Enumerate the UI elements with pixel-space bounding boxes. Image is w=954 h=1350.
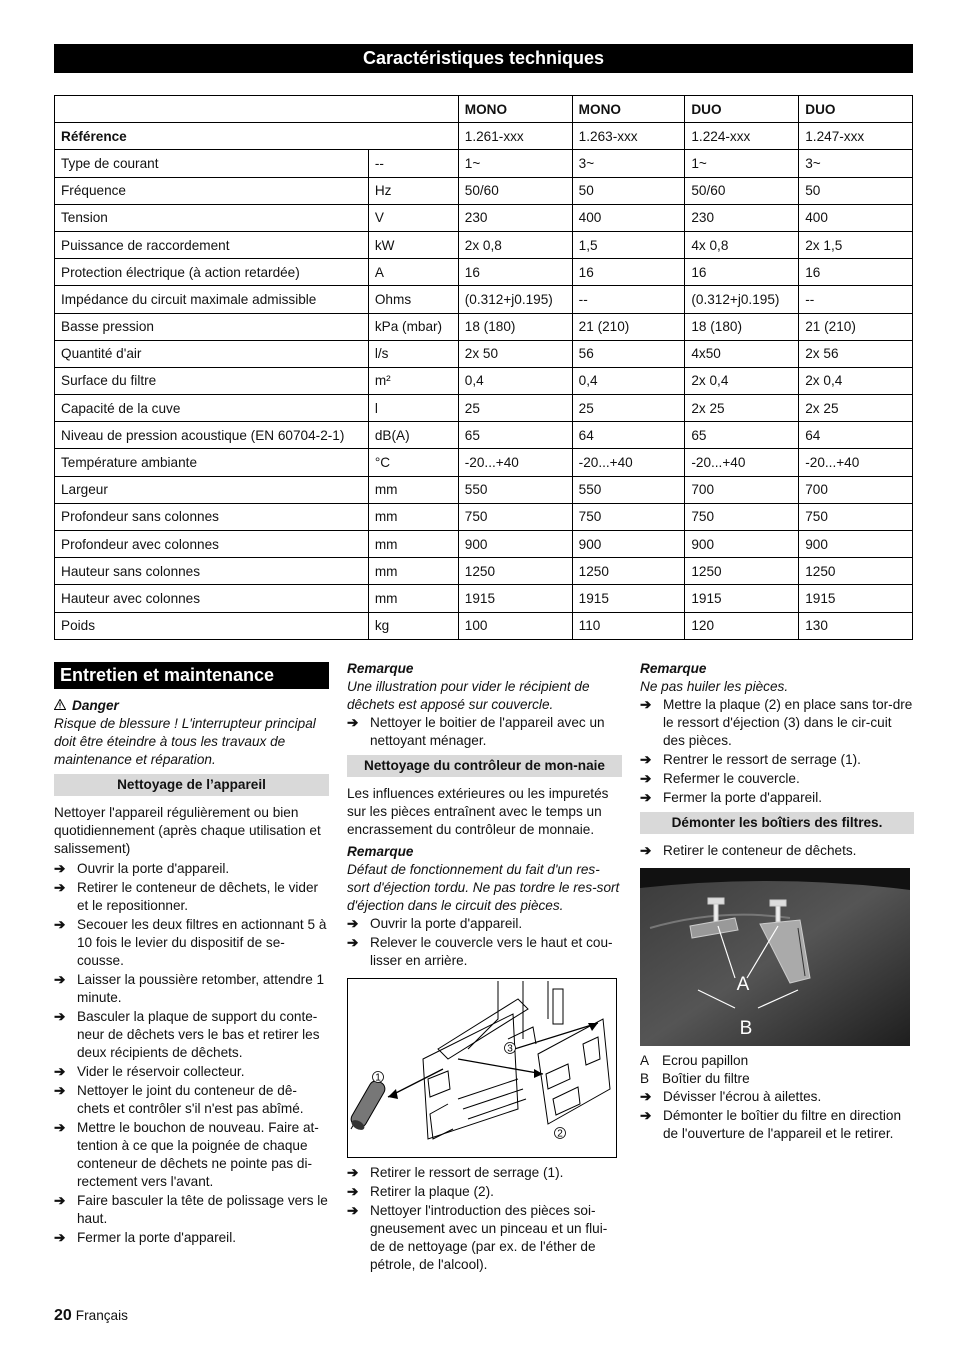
table-cell: 21 (210) xyxy=(572,313,685,340)
table-cell: Tension xyxy=(55,204,369,231)
table-cell: Capacité de la cuve xyxy=(55,395,369,422)
arrow-right-icon: ➔ xyxy=(640,790,652,805)
table-cell: MONO xyxy=(572,96,685,123)
arrow-right-icon: ➔ xyxy=(347,1165,359,1180)
table-cell: -- xyxy=(368,150,458,177)
column-3 xyxy=(640,660,914,1144)
table-cell: 64 xyxy=(572,422,685,449)
table-cell: 25 xyxy=(458,395,572,422)
coin-controller-figure xyxy=(347,978,617,1158)
list-item-text: Basculer la plaque de support du conte-neur de dêchets vers le bas et retirer les deux récipients de dêchets. xyxy=(77,1009,320,1060)
table-row xyxy=(55,612,913,639)
list-item xyxy=(54,1063,329,1081)
table-cell: 900 xyxy=(685,531,799,558)
callout-3-label: 3 xyxy=(507,1043,513,1055)
table-row xyxy=(55,531,913,558)
warning-triangle-icon xyxy=(54,697,66,715)
list-item xyxy=(347,714,622,750)
list-item-text: Retirer le ressort de serrage (1). xyxy=(370,1165,564,1180)
table-row xyxy=(55,503,913,530)
list-item-text: Retirer le conteneur de dêchets, le vider et le repositionner. xyxy=(77,880,319,913)
table-cell: 16 xyxy=(572,259,685,286)
arrow-right-icon: ➔ xyxy=(640,752,652,767)
arrow-right-icon: ➔ xyxy=(640,1108,652,1123)
table-cell: 1250 xyxy=(572,558,685,585)
list-item xyxy=(54,879,329,915)
table-row xyxy=(55,259,913,286)
table-row xyxy=(55,340,913,367)
page-footer xyxy=(54,1307,128,1325)
table-cell: Référence xyxy=(55,123,459,150)
table-row xyxy=(55,422,913,449)
table-cell: 100 xyxy=(458,612,572,639)
table-cell: 900 xyxy=(799,531,913,558)
table-cell: 18 (180) xyxy=(458,313,572,340)
table-cell: 550 xyxy=(572,476,685,503)
column-2 xyxy=(347,660,622,1275)
filter-prep-steps xyxy=(640,842,914,860)
table-cell: 1~ xyxy=(458,150,572,177)
subhead-coin-controller: Nettoyage du contrôleur de mon-naie xyxy=(347,755,622,777)
list-item-text: Faire basculer la tête de polissage vers le haut. xyxy=(77,1193,328,1226)
table-cell: 3~ xyxy=(799,150,913,177)
list-item-text: Nettoyer le boitier de l'appareil avec un nettoyant ménager. xyxy=(370,715,605,748)
arrow-right-icon: ➔ xyxy=(347,916,359,931)
list-item xyxy=(54,971,329,1007)
page-number: 20 xyxy=(54,1307,72,1324)
legend-item xyxy=(640,1070,914,1088)
table-cell: Hz xyxy=(368,177,458,204)
table-cell: -20...+40 xyxy=(685,449,799,476)
arrow-right-icon: ➔ xyxy=(347,1203,359,1218)
table-cell: (0.312+j0.195) xyxy=(458,286,572,313)
table-cell: 2x 0,4 xyxy=(685,367,799,394)
coin-intro: Les influences extérieures ou les impuretés sur les pièces entraînent avec le temps un encrassement du contrôleur de monnaie. xyxy=(347,786,609,837)
list-item-text: Retirer la plaque (2). xyxy=(370,1184,494,1199)
arrow-right-icon: ➔ xyxy=(54,917,66,932)
table-cell: 1.263-xxx xyxy=(572,123,685,150)
legend-text: Ecrou papillon xyxy=(662,1053,749,1068)
table-cell: mm xyxy=(368,558,458,585)
list-item-text: Fermer la porte d'appareil. xyxy=(77,1230,236,1245)
list-item-text: Fermer la porte d'appareil. xyxy=(663,790,822,805)
list-item-text: Vider le réservoir collecteur. xyxy=(77,1064,245,1079)
table-cell: 56 xyxy=(572,340,685,367)
legend-key: A xyxy=(640,1053,650,1068)
list-item-text: Nettoyer le joint du conteneur de dê-chets et contrôler s'il n'est pas abîmé. xyxy=(77,1083,304,1116)
arrow-right-icon: ➔ xyxy=(640,771,652,786)
table-row xyxy=(55,204,913,231)
list-item-text: Mettre la plaque (2) en place sans tor-dre le ressort d'éjection (3) dans le cir-cuit des pièces. xyxy=(663,697,913,748)
table-cell: 400 xyxy=(799,204,913,231)
table-cell: 2x 1,5 xyxy=(799,231,913,258)
table-cell: -20...+40 xyxy=(572,449,685,476)
table-cell: l xyxy=(368,395,458,422)
table-cell: kPa (mbar) xyxy=(368,313,458,340)
table-cell: (0.312+j0.195) xyxy=(685,286,799,313)
table-cell: 1250 xyxy=(685,558,799,585)
table-cell: 4x 0,8 xyxy=(685,231,799,258)
table-cell: 16 xyxy=(799,259,913,286)
arrow-right-icon: ➔ xyxy=(640,843,652,858)
coin-cleaning-steps xyxy=(347,1164,622,1274)
table-cell: 1250 xyxy=(458,558,572,585)
table-row xyxy=(55,286,913,313)
table-cell: 2x 25 xyxy=(799,395,913,422)
table-cell: kW xyxy=(368,231,458,258)
table-cell: 900 xyxy=(458,531,572,558)
list-item-text: Refermer le couvercle. xyxy=(663,771,800,786)
table-cell: 1915 xyxy=(572,585,685,612)
table-cell: 1.224-xxx xyxy=(685,123,799,150)
table-cell: 750 xyxy=(799,503,913,530)
subhead-filter-housing: Démonter les boîtiers des filtres. xyxy=(640,812,914,834)
table-row xyxy=(55,449,913,476)
housing-steps xyxy=(347,714,622,750)
table-cell: m² xyxy=(368,367,458,394)
table-cell: 2x 0,4 xyxy=(799,367,913,394)
table-cell: 0,4 xyxy=(572,367,685,394)
table-cell: Protection électrique (à action retardée) xyxy=(55,259,369,286)
table-cell: 2x 56 xyxy=(799,340,913,367)
table-row xyxy=(55,395,913,422)
list-item xyxy=(347,1164,622,1182)
arrow-right-icon: ➔ xyxy=(347,1184,359,1199)
table-row xyxy=(55,231,913,258)
table-cell: Basse pression xyxy=(55,313,369,340)
list-item-text: Rentrer le ressort de serrage (1). xyxy=(663,752,861,767)
arrow-right-icon: ➔ xyxy=(347,715,359,730)
table-cell: 1915 xyxy=(685,585,799,612)
filter-housing-photo xyxy=(640,868,910,1046)
table-cell: Niveau de pression acoustique (EN 60704-2-1) xyxy=(55,422,369,449)
table-cell: 4x50 xyxy=(685,340,799,367)
list-item-text: Laisser la poussière retomber, attendre 1 minute. xyxy=(77,972,325,1005)
table-cell: mm xyxy=(368,476,458,503)
arrow-right-icon: ➔ xyxy=(54,1193,66,1208)
table-cell: 700 xyxy=(685,476,799,503)
list-item-text: Relever le couvercle vers le haut et cou-lisser en arrière. xyxy=(370,935,613,968)
cleaning-steps xyxy=(54,860,329,1247)
list-item-text: Ouvrir la porte d'appareil. xyxy=(77,861,230,876)
table-cell: 50 xyxy=(799,177,913,204)
table-cell: mm xyxy=(368,503,458,530)
arrow-right-icon: ➔ xyxy=(54,972,66,987)
table-cell: Largeur xyxy=(55,476,369,503)
cleaning-intro: Nettoyer l'appareil régulièrement ou bien quotidiennement (après chaque utilisation et salissement) xyxy=(54,805,321,856)
table-cell: 230 xyxy=(458,204,572,231)
filter-removal-steps xyxy=(640,1088,914,1143)
table-cell: Hauteur avec colonnes xyxy=(55,585,369,612)
table-cell: l/s xyxy=(368,340,458,367)
list-item xyxy=(640,1088,914,1106)
arrow-right-icon: ➔ xyxy=(54,1064,66,1079)
table-cell: mm xyxy=(368,585,458,612)
column-1 xyxy=(54,660,329,1248)
photo-legend xyxy=(640,1052,914,1088)
table-cell: DUO xyxy=(685,96,799,123)
table-row xyxy=(55,123,913,150)
note-label-2: Remarque xyxy=(347,844,414,859)
note-text-2: Défaut de fonctionnement du fait d'un res-sort d'éjection tordu. Ne pas tordre le res-sort d'éjection dans le circuit des pièces. xyxy=(347,862,620,913)
table-cell: 1250 xyxy=(799,558,913,585)
table-cell: 1,5 xyxy=(572,231,685,258)
arrow-right-icon: ➔ xyxy=(54,861,66,876)
list-item-text: Nettoyer l'introduction des pièces soi-gneusement avec un pinceau et un flui-de de nettoyage (par ex. de l'éther de pétrole, de l'alcool). xyxy=(370,1203,608,1272)
table-cell: 65 xyxy=(685,422,799,449)
table-cell: 700 xyxy=(799,476,913,503)
table-cell: Impédance du circuit maximale admissible xyxy=(55,286,369,313)
table-cell: Profondeur avec colonnes xyxy=(55,531,369,558)
table-cell: 230 xyxy=(685,204,799,231)
list-item xyxy=(347,915,622,933)
footer-language: Français xyxy=(75,1308,128,1323)
table-cell: 2x 0,8 xyxy=(458,231,572,258)
table-cell: Profondeur sans colonnes xyxy=(55,503,369,530)
arrow-right-icon: ➔ xyxy=(54,1009,66,1024)
table-cell: 16 xyxy=(685,259,799,286)
table-cell: Quantité d'air xyxy=(55,340,369,367)
danger-heading xyxy=(54,697,329,715)
table-cell: °C xyxy=(368,449,458,476)
note-label: Remarque xyxy=(640,661,707,676)
arrow-right-icon: ➔ xyxy=(54,1230,66,1245)
table-cell: 750 xyxy=(458,503,572,530)
danger-text: Risque de blessure ! L'interrupteur principal doit être éteindre à tous les travaux de maintenance et réparation. xyxy=(54,716,316,767)
page-title: Caractéristiques techniques xyxy=(54,44,913,73)
arrow-right-icon: ➔ xyxy=(54,1083,66,1098)
table-cell: Poids xyxy=(55,612,369,639)
table-cell: 1915 xyxy=(458,585,572,612)
list-item-text: Mettre le bouchon de nouveau. Faire at-tention à ce que la poignée de chaque conteneur de dêchets ne pointe pas di-rectement vers l'avant. xyxy=(77,1120,319,1189)
spec-table xyxy=(54,95,913,640)
table-cell: 2x 50 xyxy=(458,340,572,367)
arrow-right-icon: ➔ xyxy=(54,1120,66,1135)
list-item-text: Ouvrir la porte d'appareil. xyxy=(370,916,523,931)
table-cell: 50/60 xyxy=(458,177,572,204)
table-cell: 550 xyxy=(458,476,572,503)
table-cell: Puissance de raccordement xyxy=(55,231,369,258)
table-row xyxy=(55,177,913,204)
list-item xyxy=(54,1008,329,1062)
coin-controller-illustration xyxy=(348,979,616,1157)
table-cell: 2x 25 xyxy=(685,395,799,422)
arrow-right-icon: ➔ xyxy=(640,697,652,712)
table-cell: 50/60 xyxy=(685,177,799,204)
list-item xyxy=(54,860,329,878)
callout-2-label: 2 xyxy=(557,1128,563,1140)
table-row xyxy=(55,585,913,612)
list-item-text: Démonter le boîtier du filtre en direction de l'ouverture de l'appareil et le retirer. xyxy=(663,1108,902,1141)
legend-item xyxy=(640,1052,914,1070)
table-row xyxy=(55,558,913,585)
list-item xyxy=(640,770,914,788)
callout-1-label: 1 xyxy=(375,1072,381,1084)
list-item xyxy=(640,842,914,860)
table-cell: 110 xyxy=(572,612,685,639)
table-cell: Type de courant xyxy=(55,150,369,177)
table-cell: 1915 xyxy=(799,585,913,612)
filter-housing-image xyxy=(640,868,910,1046)
table-cell: -- xyxy=(572,286,685,313)
list-item xyxy=(640,751,914,769)
table-cell: kg xyxy=(368,612,458,639)
table-cell: 120 xyxy=(685,612,799,639)
table-cell: Hauteur sans colonnes xyxy=(55,558,369,585)
photo-label-b: B xyxy=(739,1018,753,1039)
table-cell: V xyxy=(368,204,458,231)
list-item xyxy=(640,696,914,750)
table-cell: A xyxy=(368,259,458,286)
table-cell: 18 (180) xyxy=(685,313,799,340)
list-item-text: Dévisser l'écrou à ailettes. xyxy=(663,1089,822,1104)
note-label: Remarque xyxy=(347,661,414,676)
table-cell: Fréquence xyxy=(55,177,369,204)
table-cell: 0,4 xyxy=(458,367,572,394)
arrow-right-icon: ➔ xyxy=(54,880,66,895)
table-cell: -- xyxy=(799,286,913,313)
table-cell: 130 xyxy=(799,612,913,639)
table-cell: MONO xyxy=(458,96,572,123)
table-cell: 750 xyxy=(572,503,685,530)
legend-text: Boîtier du filtre xyxy=(662,1071,750,1086)
table-cell: 400 xyxy=(572,204,685,231)
table-cell: 25 xyxy=(572,395,685,422)
table-cell: 3~ xyxy=(572,150,685,177)
table-cell: -20...+40 xyxy=(458,449,572,476)
reassembly-steps xyxy=(640,696,914,807)
table-cell: -20...+40 xyxy=(799,449,913,476)
list-item-text: Retirer le conteneur de dêchets. xyxy=(663,843,857,858)
table-cell: 50 xyxy=(572,177,685,204)
list-item xyxy=(640,1107,914,1143)
table-cell: 1.261-xxx xyxy=(458,123,572,150)
table-cell: 1.247-xxx xyxy=(799,123,913,150)
table-cell: 750 xyxy=(685,503,799,530)
list-item xyxy=(54,1229,329,1247)
list-item xyxy=(347,934,622,970)
table-cell: mm xyxy=(368,531,458,558)
table-cell: Surface du filtre xyxy=(55,367,369,394)
list-item xyxy=(347,1202,622,1274)
table-cell: 65 xyxy=(458,422,572,449)
section-title: Entretien et maintenance xyxy=(54,662,329,689)
table-cell: 64 xyxy=(799,422,913,449)
subhead-cleaning-device: Nettoyage de l’appareil xyxy=(54,774,329,796)
table-row xyxy=(55,476,913,503)
table-row xyxy=(55,313,913,340)
list-item-text: Secouer les deux filtres en actionnant 5 à 10 fois le levier du dispositif de se-cousse. xyxy=(77,917,327,968)
table-cell: Température ambiante xyxy=(55,449,369,476)
photo-label-a: A xyxy=(736,974,750,995)
list-item xyxy=(54,1082,329,1118)
table-cell: Ohms xyxy=(368,286,458,313)
list-item xyxy=(54,1192,329,1228)
danger-label: Danger xyxy=(72,698,119,713)
table-header-row xyxy=(55,96,913,123)
table-cell xyxy=(55,96,459,123)
table-cell: 1~ xyxy=(685,150,799,177)
table-row xyxy=(55,150,913,177)
table-cell: dB(A) xyxy=(368,422,458,449)
coin-steps xyxy=(347,915,622,970)
table-cell: 21 (210) xyxy=(799,313,913,340)
legend-key: B xyxy=(640,1071,650,1086)
note-text: Ne pas huiler les pièces. xyxy=(640,679,789,694)
table-row xyxy=(55,367,913,394)
note-text: Une illustration pour vider le récipient de dêchets est apposé sur couvercle. xyxy=(347,679,590,712)
table-cell: DUO xyxy=(799,96,913,123)
arrow-right-icon: ➔ xyxy=(347,935,359,950)
arrow-right-icon: ➔ xyxy=(640,1089,652,1104)
list-item xyxy=(347,1183,622,1201)
list-item xyxy=(54,916,329,970)
list-item xyxy=(640,789,914,807)
table-cell: 16 xyxy=(458,259,572,286)
list-item xyxy=(54,1119,329,1191)
table-cell: 900 xyxy=(572,531,685,558)
